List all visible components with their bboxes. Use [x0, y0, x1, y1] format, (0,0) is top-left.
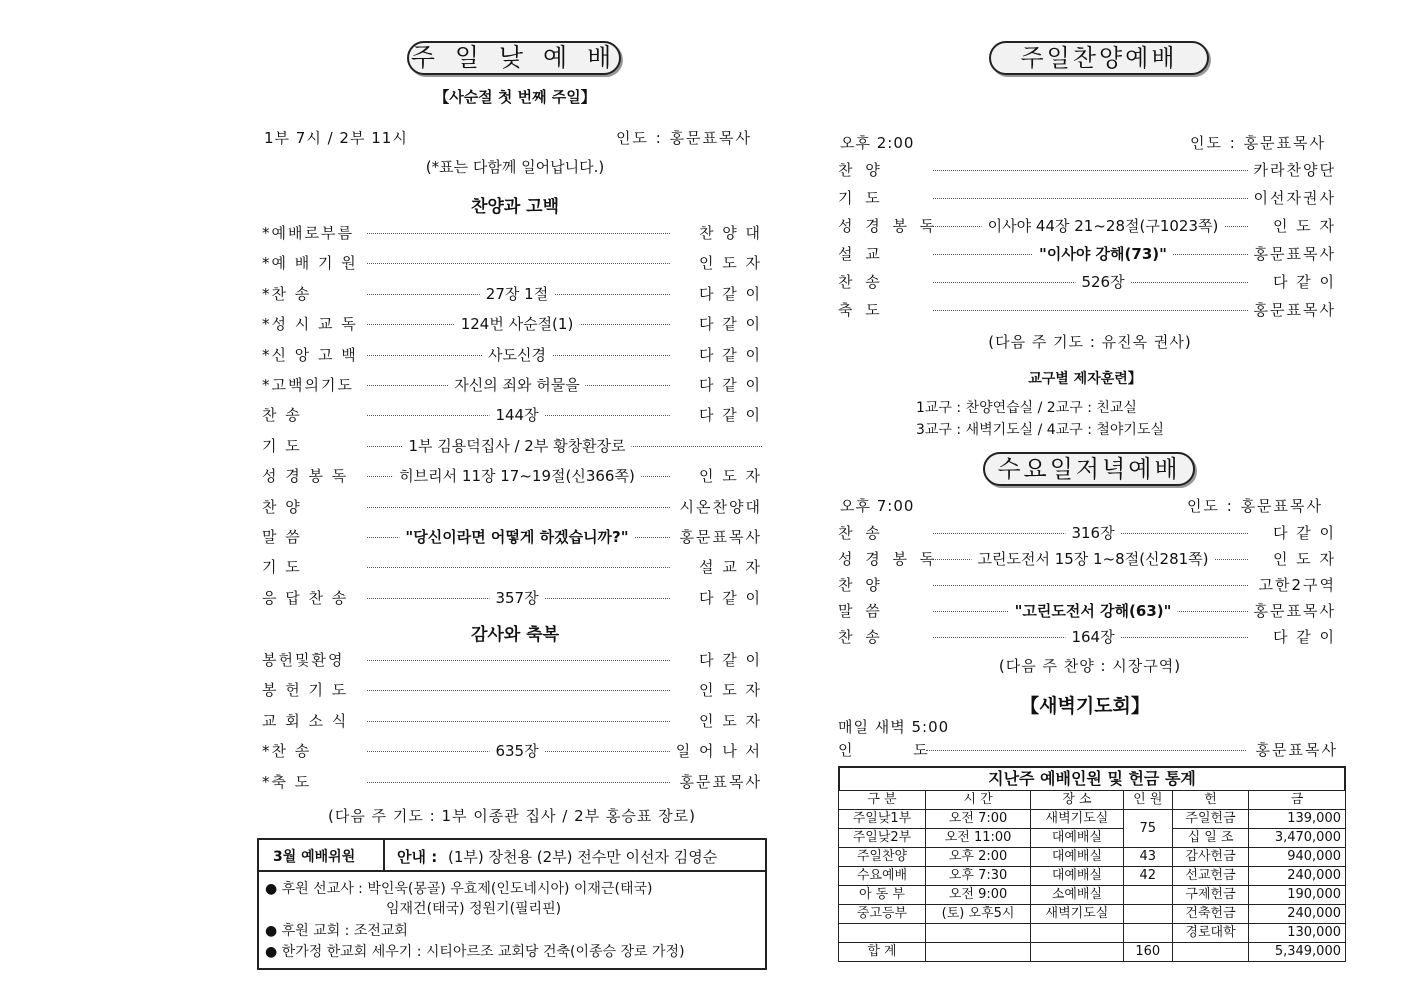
lent-subtitle: 【사순절 첫 번째 주일】 [434, 88, 596, 106]
dawn-leader-label: 인 도 [838, 741, 956, 759]
order-item-person: 다 같 이 [698, 345, 762, 364]
stats-row [839, 943, 1346, 962]
missionaries-line: ● 후원 선교사 : 박인욱(몽골) 우효제(인도네시아) 이재근(태국) [265, 881, 653, 897]
stats-cell: 감사헌금 [1172, 848, 1248, 867]
order-item-person: 다 같 이 [698, 651, 762, 669]
order-item-person: 다 같 이 [1272, 524, 1336, 542]
leader-dots [367, 782, 670, 783]
stats-cell [1031, 924, 1123, 943]
stats-cell [1172, 943, 1248, 962]
section-praise-confession: 찬양과 고백 [470, 197, 560, 217]
order-item-label: *찬 송 [262, 742, 312, 761]
order-item [838, 624, 1336, 650]
order-item [262, 708, 762, 734]
section-thanks-blessing: 감사와 축복 [470, 625, 560, 645]
stats-cell: 오전 11:00 [925, 829, 1030, 848]
order-item [838, 598, 1336, 624]
stats-cell: 5,349,000 [1249, 943, 1346, 962]
order-item-detail: 이사야 44장 21~28절(구1023쪽) [982, 213, 1225, 239]
service-leader: 인도 : 홍문표목사 [616, 129, 753, 147]
order-item [262, 585, 762, 611]
sunday-praise-service-title: 주일찬양예배 [989, 41, 1209, 75]
order-item-detail: "당신이라면 어떻게 하겠습니까?" [399, 524, 634, 550]
stats-cell: 새벽기도실 [1031, 810, 1123, 829]
order-item-label: 성 경 봉 독 [838, 550, 939, 568]
sunday-service-title: 주 일 낮 예 배 [407, 41, 621, 75]
order-item-label: 교 회 소 식 [262, 711, 349, 730]
order-item-label: 기 도 [838, 189, 884, 207]
order-item [838, 213, 1336, 239]
order-item-person: 다 같 이 [698, 315, 762, 334]
order-item-detail: 144장 [489, 402, 544, 428]
praise-next-prayer: (다음 주 기도 : 유진옥 권사) [988, 333, 1192, 351]
stats-header-cell: 헌 [1172, 791, 1248, 810]
order-item [838, 546, 1336, 572]
leader-dots [933, 170, 1248, 171]
order-item [262, 433, 762, 459]
order-item-person: 인 도 자 [698, 681, 762, 700]
order-item-person: 설 교 자 [698, 558, 762, 577]
order-item-detail: 1부 김용덕집사 / 2부 황창환장로 [402, 433, 631, 459]
order-item-person: 인 도 자 [698, 711, 762, 730]
order-item-person: 홍문표목사 [679, 772, 762, 791]
stats-table [838, 790, 1346, 962]
leader-dots [367, 507, 670, 508]
stats-cell: 오후 2:00 [925, 848, 1030, 867]
wednesday-leader: 인도 : 홍문표목사 [1187, 497, 1324, 515]
order-item-label: *고백의기도 [262, 376, 354, 394]
order-item-person: 다 같 이 [698, 588, 762, 607]
order-item-detail: 635장 [489, 738, 544, 764]
order-item-detail: 27장 1절 [480, 281, 554, 307]
order-item [262, 250, 762, 276]
stats-row [839, 886, 1346, 905]
order-item-detail: 자신의 죄와 허물을 [448, 372, 585, 398]
order-item-detail: 316장 [1065, 520, 1120, 546]
order-item-detail: 357장 [489, 585, 544, 611]
order-item [262, 494, 762, 520]
order-item [838, 297, 1336, 323]
order-item-label: 봉 헌 기 도 [262, 681, 349, 700]
stats-header-cell: 장 소 [1031, 791, 1123, 810]
stats-header-row [839, 791, 1346, 810]
order-item-label: 성 경 봉 독 [838, 217, 939, 235]
stats-cell [839, 924, 926, 943]
order-item-person: 인 도 자 [698, 467, 762, 486]
order-item-label: *축 도 [262, 772, 312, 791]
order-item-label: 찬 송 [838, 273, 884, 291]
stats-row [839, 829, 1346, 848]
ushers-names: (1부) 장천용 (2부) 전수만 이선자 김영순 [448, 848, 718, 866]
order-item-label: 말 씀 [262, 528, 302, 546]
order-item-label: *찬 송 [262, 284, 312, 303]
dawn-dots [926, 750, 1246, 751]
order-item-label: *예 배 기 원 [262, 254, 358, 273]
order-item-detail: "이사야 강해(73)" [1033, 241, 1173, 267]
leader-dots [367, 721, 670, 722]
stats-cell: 선교헌금 [1172, 867, 1248, 886]
order-item-person: 다 같 이 [698, 284, 762, 303]
stats-cell: 대예배실 [1031, 829, 1123, 848]
order-item [838, 269, 1336, 295]
stats-cell: 190,000 [1249, 886, 1346, 905]
ushers-label: 3월 예배위원 [273, 849, 356, 865]
order-item-detail: 526장 [1075, 269, 1130, 295]
order-item [262, 554, 762, 580]
disciple-training-title: 교구별 제자훈련】 [1028, 371, 1142, 387]
order-item-detail: 124번 사순절(1) [455, 311, 580, 337]
leader-dots [933, 198, 1248, 199]
stats-cell: 940,000 [1249, 848, 1346, 867]
order-item-label: 설 교 [838, 245, 884, 263]
order-item-person: 고한2구역 [1258, 576, 1336, 594]
stats-cell: 경로대학 [1172, 924, 1248, 943]
stats-cell: 새벽기도실 [1031, 905, 1123, 924]
order-item-person: 이선자권사 [1253, 189, 1336, 207]
order-item [262, 524, 762, 550]
stats-cell: 3,470,000 [1249, 829, 1346, 848]
stats-cell [925, 924, 1030, 943]
stats-cell [1123, 905, 1172, 924]
order-item-person: 홍문표목사 [1253, 301, 1336, 319]
order-item-person: 다 같 이 [698, 406, 762, 425]
stats-cell [1123, 924, 1172, 943]
stats-cell: 아 동 부 [839, 886, 926, 905]
stats-cell: 오후 7:30 [925, 867, 1030, 886]
stats-cell: 합 계 [839, 943, 926, 962]
dawn-leader: 홍문표목사 [1255, 741, 1338, 759]
order-item-person: 홍문표목사 [1253, 602, 1336, 620]
ushers-guide-label: 안내 : [397, 848, 438, 866]
order-item-label: 축 도 [838, 301, 884, 319]
stats-cell: 오전 9:00 [925, 886, 1030, 905]
order-item-label: 찬 송 [838, 524, 884, 542]
order-item [262, 372, 762, 398]
order-item-detail: 히브리서 11장 17~19절(신366쪽) [393, 463, 641, 489]
stats-cell [1031, 943, 1123, 962]
stats-row [839, 810, 1346, 829]
stats-cell: 대예배실 [1031, 867, 1123, 886]
order-item [262, 769, 762, 795]
wednesday-service-title: 수요일저녁예배 [983, 452, 1195, 486]
order-item-label: *예배로부름 [262, 224, 354, 242]
order-item-person: 찬 양 대 [698, 224, 762, 242]
stats-cell: 주일헌금 [1172, 810, 1248, 829]
ushers-divider [257, 870, 765, 872]
order-item-label: 응 답 찬 송 [262, 588, 349, 607]
order-item-label: 찬 양 [262, 497, 302, 516]
order-item [838, 241, 1336, 267]
leader-dots [367, 690, 670, 691]
next-week-prayer: (다음 주 기도 : 1부 이종관 집사 / 2부 홍승표 장로) [328, 807, 696, 825]
stats-cell: 중고등부 [839, 905, 926, 924]
stats-cell: 주일낮2부 [839, 829, 926, 848]
stats-cell: 240,000 [1249, 867, 1346, 886]
leader-dots [367, 233, 670, 234]
order-item [262, 677, 762, 703]
order-item-person: 시온찬양대 [679, 497, 762, 516]
standing-note: (*표는 다함께 일어납니다.) [425, 158, 605, 176]
order-item [838, 520, 1336, 546]
order-item-label: 찬 송 [262, 406, 302, 425]
dawn-time: 매일 새벽 5:00 [838, 718, 950, 736]
order-item [838, 572, 1336, 598]
order-item [838, 185, 1336, 211]
stats-cell: 오전 7:00 [925, 810, 1030, 829]
order-item-label: 기 도 [262, 436, 302, 455]
stats-cell: 건축헌금 [1172, 905, 1248, 924]
leader-dots [367, 263, 670, 264]
order-item-label: 성 경 봉 독 [262, 467, 349, 486]
stats-row [839, 924, 1346, 943]
stats-cell: (토) 오후5시 [925, 905, 1030, 924]
stats-row [839, 848, 1346, 867]
order-item-label: 찬 송 [838, 628, 884, 646]
stats-cell: 대예배실 [1031, 848, 1123, 867]
stats-cell: 75 [1123, 810, 1172, 848]
order-item [262, 463, 762, 489]
order-item-person: 홍문표목사 [679, 528, 762, 546]
order-item-detail: "고린도전서 강해(63)" [1009, 598, 1178, 624]
stats-cell: 240,000 [1249, 905, 1346, 924]
stats-cell: 42 [1123, 867, 1172, 886]
order-item [262, 311, 762, 337]
stats-title: 지난주 예배인원 및 헌금 통계 [838, 766, 1346, 790]
order-item-label: 봉헌및환영 [262, 651, 345, 669]
stats-cell: 139,000 [1249, 810, 1346, 829]
stats-cell: 구제헌금 [1172, 886, 1248, 905]
order-item [262, 647, 762, 673]
order-item-person: 인 도 자 [698, 254, 762, 273]
wednesday-time: 오후 7:00 [840, 497, 915, 515]
leader-dots [933, 310, 1248, 311]
order-item-detail: 164장 [1065, 624, 1120, 650]
stats-cell [925, 943, 1030, 962]
order-item-label: 말 씀 [838, 602, 884, 620]
praise-leader: 인도 : 홍문표목사 [1190, 134, 1327, 152]
praise-time: 오후 2:00 [840, 134, 915, 152]
order-item [262, 402, 762, 428]
supported-church: ● 후원 교회 : 조전교회 [265, 923, 408, 939]
training-line-1: 1교구 : 찬양연습실 / 2교구 : 친교실 [916, 400, 1137, 416]
stats-cell: 십 일 조 [1172, 829, 1248, 848]
stats-cell: 130,000 [1249, 924, 1346, 943]
order-item-detail: 사도신경 [482, 342, 552, 368]
stats-header-cell: 금 [1249, 791, 1346, 810]
order-item-person: 일 어 나 서 [675, 742, 762, 761]
order-item [262, 220, 762, 246]
training-line-2: 3교구 : 새벽기도실 / 4교구 : 철야기도실 [916, 422, 1165, 438]
missionaries-line-2: 임재건(태국) 정원기(필리핀) [386, 901, 562, 917]
order-item [262, 342, 762, 368]
stats-row [839, 905, 1346, 924]
stats-cell: 43 [1123, 848, 1172, 867]
leader-dots [367, 567, 670, 568]
stats-header-cell: 인 원 [1123, 791, 1172, 810]
order-item-person: 다 같 이 [1272, 273, 1336, 291]
dawn-prayer-title: 【새벽기도회】 [1020, 695, 1150, 717]
stats-cell: 소예배실 [1031, 886, 1123, 905]
order-item-person: 홍문표목사 [1253, 245, 1336, 263]
order-item-label: 찬 양 [838, 576, 884, 594]
stats-header-cell: 시 간 [925, 791, 1030, 810]
order-item [262, 738, 762, 764]
order-item-detail: 고린도전서 15장 1~8절(신281쪽) [971, 546, 1214, 572]
stats-row [839, 867, 1346, 886]
wednesday-next: (다음 주 찬양 : 시장구역) [998, 657, 1182, 675]
stats-cell: 160 [1123, 943, 1172, 962]
order-item-label: 기 도 [262, 558, 302, 577]
service-times: 1부 7시 / 2부 11시 [264, 129, 408, 147]
leader-dots [933, 585, 1248, 586]
stats-cell: 주일낮1부 [839, 810, 926, 829]
stats-cell: 주일찬양 [839, 848, 926, 867]
order-item-label: 찬 양 [838, 161, 884, 179]
order-item-person: 다 같 이 [1272, 628, 1336, 646]
order-item-person: 다 같 이 [698, 376, 762, 394]
order-item-person: 카라찬양단 [1253, 161, 1336, 179]
ushers-vdivider [383, 838, 385, 870]
order-item [262, 281, 762, 307]
order-item-label: *성 시 교 독 [262, 315, 358, 334]
order-item-label: *신 앙 고 백 [262, 345, 358, 364]
church-planting: ● 한가정 한교회 세우기 : 시티아르조 교회당 건축(이종승 장로 가정) [265, 944, 685, 960]
order-item-person: 인 도 자 [1272, 550, 1336, 568]
order-item [838, 157, 1336, 183]
leader-dots [367, 660, 670, 661]
dawn-leader-row [838, 737, 1338, 763]
order-item-person: 인 도 자 [1272, 217, 1336, 235]
stats-cell [1123, 886, 1172, 905]
stats-cell: 수요예배 [839, 867, 926, 886]
stats-header-cell: 구 분 [839, 791, 926, 810]
